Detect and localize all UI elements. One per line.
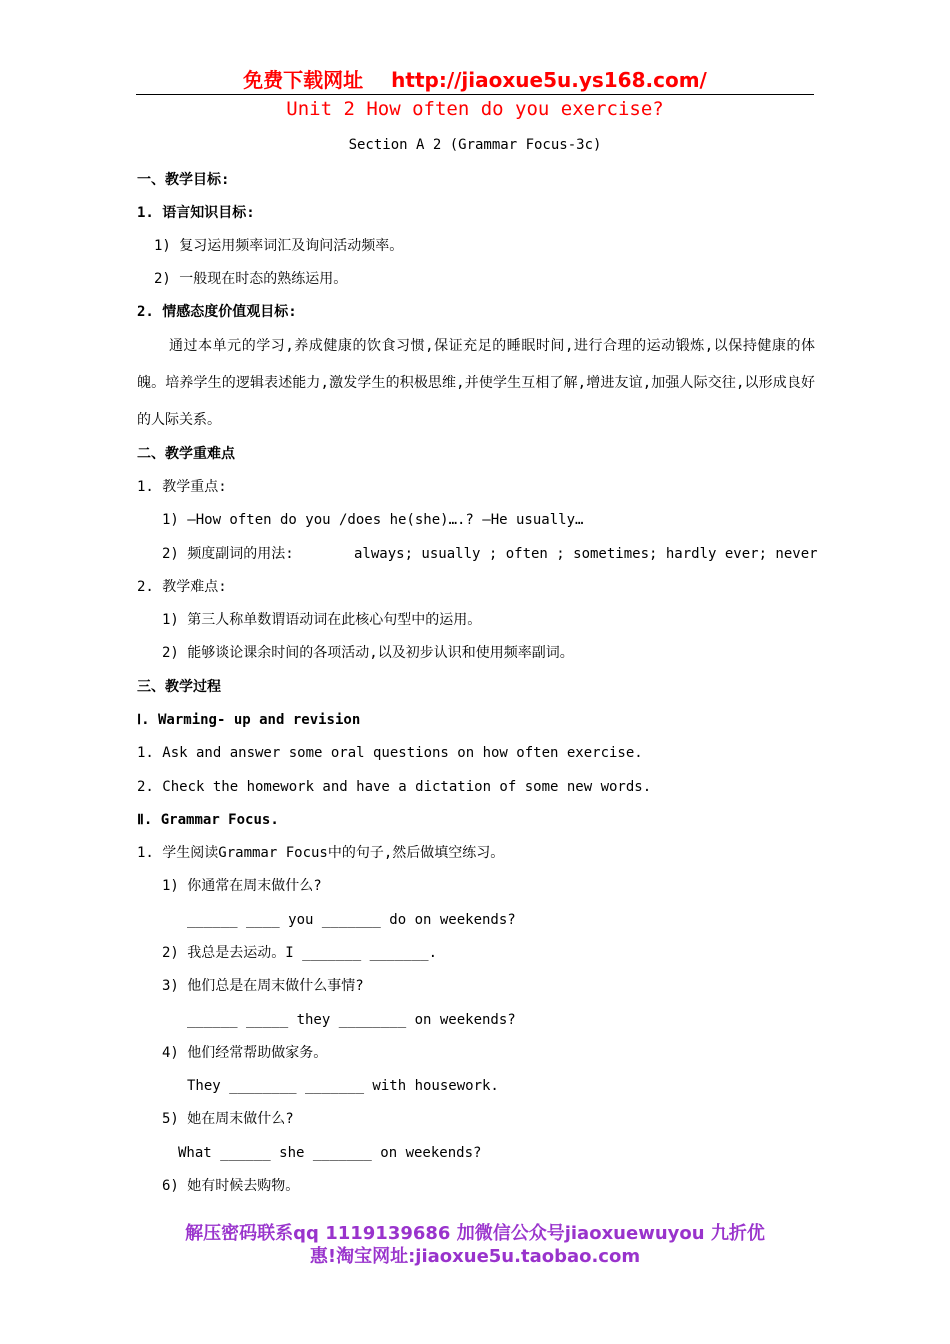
exercise-fill: What ______ she _______ on weekends? <box>178 1145 482 1161</box>
warmup-item: 1. Ask and answer some oral questions on how often exercise. <box>137 745 643 761</box>
teaching-process-heading: 三、教学过程 <box>137 679 221 695</box>
knowledge-item: 2) 一般现在时态的熟练运用。 <box>154 271 348 287</box>
grammar-focus-heading: Ⅱ. Grammar Focus. <box>137 812 279 828</box>
exercise-question: 2) 我总是去运动。I _______ _______. <box>162 945 438 961</box>
exercise-question: 6) 她有时候去购物。 <box>162 1178 300 1194</box>
page-title: Unit 2 How often do you exercise? <box>286 98 664 120</box>
header-rule <box>136 94 814 95</box>
emotion-objectives-heading: 2. 情感态度价值观目标: <box>137 304 297 320</box>
exercise-question: 5) 她在周末做什么? <box>162 1111 294 1127</box>
key-focus-item: 1) —How often do you /does he(she)….? —He usually… <box>162 512 584 528</box>
page-subtitle: Section A 2 (Grammar Focus-3c) <box>348 137 602 153</box>
warmup-item: 2. Check the homework and have a dictation of some new words. <box>137 779 652 795</box>
difficulty-item: 1) 第三人称单数谓语动词在此核心句型中的运用。 <box>162 612 482 628</box>
free-download-label: 免费下载网址 <box>243 68 364 92</box>
footer-shop-line[interactable]: 惠!淘宝网址:jiaoxue5u.taobao.com <box>309 1246 641 1267</box>
frequency-adverbs: always; usually ; often ; sometimes; hardly ever; never <box>354 546 818 562</box>
section-objectives-heading: 一、教学目标: <box>137 172 230 188</box>
exercise-fill: ______ _____ they ________ on weekends? <box>187 1012 516 1028</box>
knowledge-objectives-heading: 1. 语言知识目标: <box>137 205 255 221</box>
download-header <box>0 64 950 93</box>
footer-contact-line: 解压密码联系qq 1119139686 加微信公众号jiaoxuewuyou 九折优 <box>185 1223 765 1244</box>
key-focus-item-label: 2) 频度副词的用法: <box>162 546 294 562</box>
grammar-intro: 1. 学生阅读Grammar Focus中的句子,然后做填空练习。 <box>137 845 505 861</box>
exercise-question: 3) 他们总是在周末做什么事情? <box>162 978 364 994</box>
key-points-heading: 二、教学重难点 <box>137 446 235 462</box>
download-url[interactable]: http://jiaoxue5u.ys168.com/ <box>391 68 707 92</box>
emotion-objectives-text: 通过本单元的学习,养成健康的饮食习惯,保证充足的睡眠时间,进行合理的运动锻炼,以保持健康的体魄。培养学生的逻辑表述能力,激发学生的积极思维,并使学生互相了解,增进友谊,加强人际交往,以形成良好的人际关系。 <box>137 338 815 428</box>
warmup-heading: Ⅰ. Warming- up and revision <box>137 712 361 728</box>
difficulty-heading: 2. 教学难点: <box>137 579 227 595</box>
knowledge-item: 1) 复习运用频率词汇及询问活动频率。 <box>154 238 404 254</box>
exercise-question: 1) 你通常在周末做什么? <box>162 878 322 894</box>
exercise-fill: They ________ _______ with housework. <box>187 1078 499 1094</box>
difficulty-item: 2) 能够谈论课余时间的各项活动,以及初步认识和使用频率副词。 <box>162 645 574 661</box>
exercise-fill: ______ ____ you _______ do on weekends? <box>187 912 516 928</box>
exercise-question: 4) 他们经常帮助做家务。 <box>162 1045 328 1061</box>
key-focus-heading: 1. 教学重点: <box>137 479 227 495</box>
